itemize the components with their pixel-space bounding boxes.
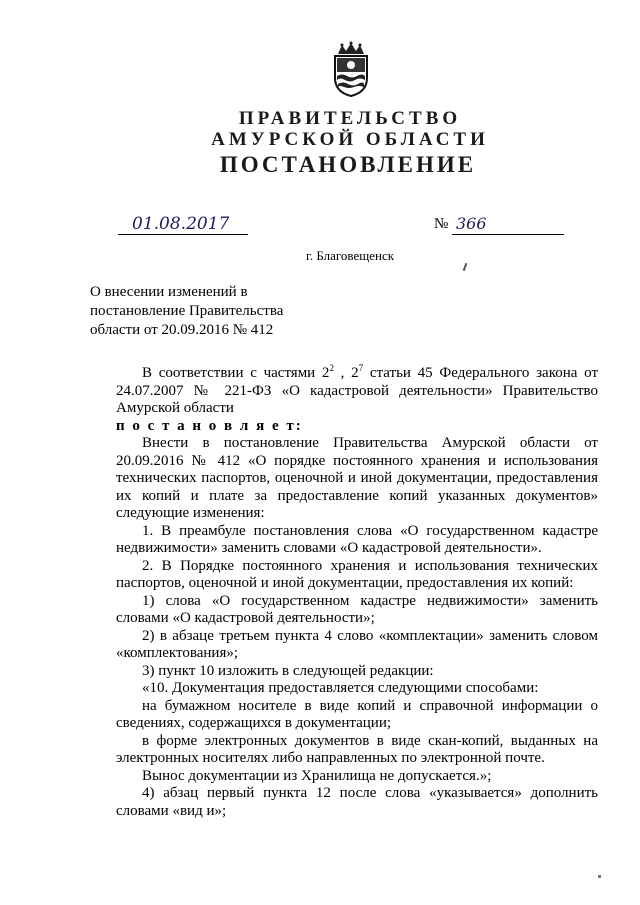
body-paragraph: Вынос документации из Хранилища не допускается.»;	[142, 767, 492, 784]
body-paragraph: 2) в абзаце третьем пункта 4 слово «комплектации» заменить словом «комплектования»;	[116, 627, 598, 661]
body-paragraph: 4) абзац первый пункта 12 после слова «указывается» дополнить словами «вид и»;	[116, 785, 598, 819]
body-paragraph: Внести в постановление Правительства Амурской области от 20.09.2016 № 412 «О порядке постоянного хранения и использования технических паспортов, оценочной и иной документации, предоставления их копий и плате за предоставление копий указанных документов» следующие изменения:	[116, 435, 598, 521]
superscript: 2	[329, 363, 334, 373]
intro-paragraph	[116, 365, 598, 418]
city-label: г. Благовещенск	[306, 248, 395, 263]
intro-text: статьи 45 Федерального закона от 24.07.2007 № 221-ФЗ «О кадастровой деятельности» Правительство Амурской области	[116, 365, 599, 416]
body-paragraph: 1. В преамбуле постановления слова «О государственном кадастре недвижимости» заменить словами «О кадастровой деятельности».	[116, 522, 598, 556]
subject-line: постановление Правительства	[90, 303, 284, 319]
number-sign: №	[434, 216, 449, 232]
decree-date: 01.08.2017	[118, 215, 248, 235]
amur-coat-of-arms-icon	[326, 40, 376, 98]
scan-speck	[598, 875, 601, 878]
subject-line: области от 20.09.2016 № 412	[90, 322, 274, 338]
intro-text: В соответствии с частями 2	[142, 365, 330, 381]
region-title: АМУРСКОЙ ОБЛАСТИ	[211, 129, 489, 150]
decree-subject	[90, 283, 330, 340]
body-paragraph: 3) пункт 10 изложить в следующей редакции:	[142, 662, 434, 679]
intro-text: , 2	[333, 365, 359, 381]
body-paragraph: 2. В Порядке постоянного хранения и использования технических паспортов, оценочной и иной документации, предоставления их копий:	[116, 557, 598, 591]
body-paragraph: в форме электронных документов в виде скан-копий, выданных на электронных носителях либо направленных по электронной почте.	[116, 732, 598, 766]
decree-body	[116, 365, 598, 820]
scan-mark	[463, 263, 468, 271]
superscript: 7	[358, 363, 364, 373]
government-title: ПРАВИТЕЛЬСТВО	[238, 108, 462, 129]
body-paragraph: 1) слова «О государственном кадастре недвижимости» заменить словами «О кадастровой деятельности»;	[116, 592, 598, 626]
decree-number: 366	[452, 215, 564, 235]
subject-line: О внесении изменений в	[90, 284, 248, 300]
body-paragraph: «10. Документация предоставляется следующими способами:	[142, 680, 539, 696]
document-type-title: ПОСТАНОВЛЕНИЕ	[219, 152, 477, 177]
body-paragraph: на бумажном носителе в виде копий и справочной информации о сведениях, содержащихся в документации;	[116, 697, 598, 731]
resolves-heading: п о с т а н о в л я е т:	[116, 417, 303, 434]
